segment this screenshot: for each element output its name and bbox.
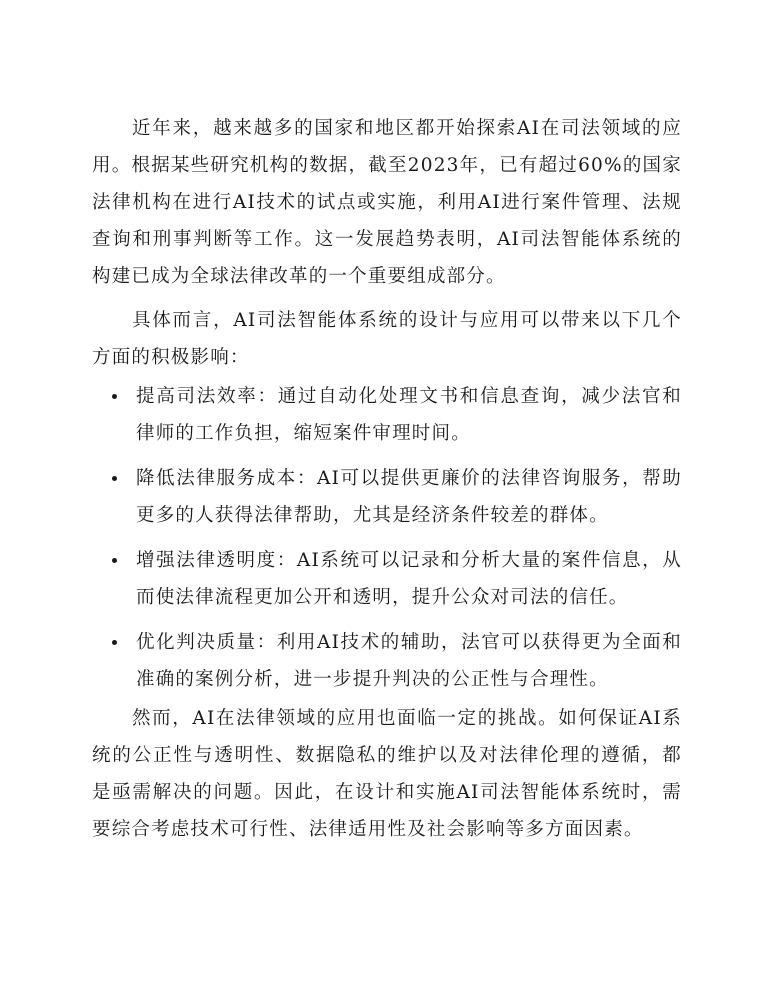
paragraph-challenges: 然而，AI在法律领域的应用也面临一定的挑战。如何保证AI系统的公正性与透明性、数据隐私的维护以及对法律伦理的遵循，都是亟需解决的问题。因此，在设计和实施AI司法智能体系统时，需要综合考虑技术可行性、法律适用性及社会影响等多方面因素。	[92, 708, 682, 840]
paragraph-intro: 近年来，越来越多的国家和地区都开始探索AI在司法领域的应用。根据某些研究机构的数据，截至2023年，已有超过60%的国家法律机构在进行AI技术的试点或实施，利用AI进行案件管理、法规查询和刑事判断等工作。这一发展趋势表明，AI司法智能体系统的构建已成为全球法律改革的一个重要组成部分。	[92, 118, 682, 287]
bullet-text: 增强法律透明度：AI系统可以记录和分析大量的案件信息，从而使法律流程更加公开和透明，提升公众对司法的信任。	[136, 550, 682, 608]
bullet-dot-icon	[112, 640, 117, 645]
bullet-text: 提高司法效率：通过自动化处理文书和信息查询，减少法官和律师的工作负担，缩短案件审理时间。	[136, 386, 682, 444]
bullet-item-transparency	[92, 542, 682, 616]
bullet-dot-icon	[112, 476, 117, 481]
bullet-item-efficiency	[92, 378, 682, 452]
bullet-item-quality	[92, 624, 682, 698]
bullet-text: 降低法律服务成本：AI可以提供更廉价的法律咨询服务，帮助更多的人获得法律帮助，尤其是经济条件较差的群体。	[136, 468, 682, 526]
bullet-dot-icon	[112, 558, 117, 563]
impact-bullet-list	[92, 378, 682, 706]
bullet-item-cost	[92, 460, 682, 534]
bullet-dot-icon	[112, 394, 117, 399]
bullet-text: 优化判决质量：利用AI技术的辅助，法官可以获得更为全面和准确的案例分析，进一步提升判决的公正性与合理性。	[136, 632, 682, 690]
paragraph-impacts-lead: 具体而言，AI司法智能体系统的设计与应用可以带来以下几个方面的积极影响：	[92, 310, 682, 368]
